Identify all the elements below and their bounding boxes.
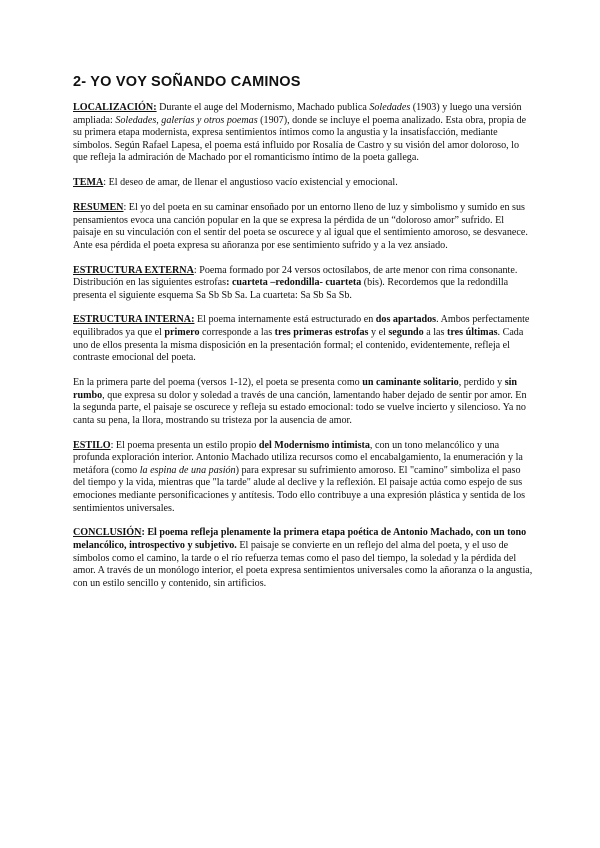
bold-tres-ultimas: tres últimas [446,327,498,339]
estilo-heading: ESTILO [73,439,111,451]
page-title: 2- YO VOY SOÑANDO CAMINOS [73,74,301,90]
tema-paragraph [73,177,533,190]
estructura-interna-text-5: a las [423,327,447,339]
italic-metaphor: la espina de una pasión [139,464,236,476]
localizacion-paragraph [73,102,533,165]
bold-segundo: segundo [388,327,424,339]
estructura-interna-heading: ESTRUCTURA INTERNA: [73,314,195,326]
conclusion-bold-statement: : El poema refleja plenamente la primera etapa poética de Antonio Machado, con un tono melancólico, introspectivo y subjetivo. [73,527,527,551]
bold-caminante-solitario: un caminante solitario [362,377,459,389]
estilo-text-2: , con un tono melancólico y una profunda exploración interior. Antonio Machado utiliza recursos como el encabalgamiento, la enumeración y la metáfora (como [73,439,523,476]
localizacion-text-1: Durante el auge del Modernismo, Machado publica [156,102,370,113]
tema-heading: TEMA [73,177,104,189]
partes-paragraph [73,377,533,427]
partes-text-1: En la primera parte del poema (versos 1-12), el poeta se presenta como [73,377,363,389]
estructura-externa-paragraph [73,265,533,303]
estructura-externa-text-2: (bis). Recordemos que la redondilla presenta el siguiente esquema Sa Sb Sb Sa. La cuarteta: Sa Sb Sa Sb. [73,277,509,301]
estilo-text-1: : El poema presenta un estilo propio [110,439,259,451]
partes-text-3: , que expresa su dolor y soledad a través de una canción, lamentando haber dejado de sentir por amor. En la segunda parte, el paisaje se oscurece y refleja su estado emocional: todo se vuelve incierto y silencioso. Ya no canta su pena, la llora, mostrando su tristeza por la ausencia de amor. [73,389,527,426]
resumen-text: : El yo del poeta en su caminar ensoñado por un entorno lleno de luz y simbolismo y sumido en sus pensamientos evoca una canción popular en la que se expresa la pérdida de un “doloroso amor” sufrido. El paisaje en su vinculación con el sentir del poeta se oscurece y al igual que el sentimiento amoroso, se desvanece. Ante esa pérdida el poeta expresa su añoranza por ese sentimiento sufrido y a la vez ansiado. [73,201,528,251]
tema-text: : El deseo de amar, de llenar el angustioso vacío existencial y emocional. [103,177,398,189]
work-title-soledades-galerias: Soledades, galerías y otros poemas [115,114,258,126]
estructura-interna-text-3: corresponde a las [199,327,275,339]
localizacion-text-2: (1903) y luego una versión ampliada: [73,102,522,126]
estilo-paragraph [73,440,533,516]
localizacion-heading: LOCALIZACIÓN: [73,102,157,113]
document-body [73,102,533,603]
estructura-interna-text-1: El poema internamente está estructurado en [194,314,376,326]
partes-text-2: , perdido y [458,377,505,389]
resumen-heading: RESUMEN [73,201,124,213]
estructura-interna-text-2: . Ambos perfectamente equilibrados ya que el [73,314,530,339]
bold-dos-apartados: dos apartados [375,314,437,326]
bold-sin-rumbo: sin rumbo [73,377,518,401]
conclusion-heading: CONCLUSIÓN [73,527,142,539]
bold-modernismo-intimista: del Modernismo intimista [258,439,370,451]
estructura-externa-text-1: : Poema formado por 24 versos octosílabos, de arte menor con rima consonante. Distribución en las siguientes estrofas [73,264,518,289]
estructura-interna-text-6: . Cada uno de ellos presenta la misma disposición en la presentación formal; el contenido, evidentemente, refleja el contraste emocional del poeta. [73,327,524,364]
resumen-paragraph [73,202,533,252]
estructura-interna-text-4: y el [368,327,389,339]
estilo-text-3: ) para expresar su sufrimiento amoroso. El "camino" simboliza el paso del tiempo y la vida, mientras que "la tarde" alude al declive y la reflexión. El paisaje actúa como espejo de sus emociones mediante personificaciones y antítesis. Todo ello contribuye a una expresión plástica y sentida de los sentimientos universales. [73,464,526,514]
strophe-scheme: : cuarteta –redondilla- cuarteta [226,277,362,289]
conclusion-text: El paisaje se convierte en un reflejo del alma del poeta, y el uso de símbolos como el camino, la tarde o el río refuerza temas como el paso del tiempo, la soledad y la pérdida del amor. A través de un monólogo interior, el poeta expresa sentimientos universales como la añoranza o la angustia, con un estilo sencillo y contenido, sin artificios. [73,539,533,589]
estructura-externa-heading: ESTRUCTURA EXTERNA [73,264,194,276]
work-title-soledades: Soledades [369,102,411,113]
estructura-interna-paragraph [73,314,533,364]
localizacion-text-3: (1907), donde se incluye el poema analizado. Esta obra, propia de su primera etapa modernista, expresa sentimientos íntimos como la angustia y la insatisfacción, mediante símbolos. Según Rafael Lapesa, el poema está influido por Rosalía de Castro y su visión del amor doloroso, lo que refleja la admiración de Machado por el romanticismo íntimo de la poeta gallega. [73,114,527,164]
bold-tres-primeras: tres primeras estrofas [274,327,369,339]
bold-primero: primero [164,327,200,339]
conclusion-paragraph [73,527,533,590]
